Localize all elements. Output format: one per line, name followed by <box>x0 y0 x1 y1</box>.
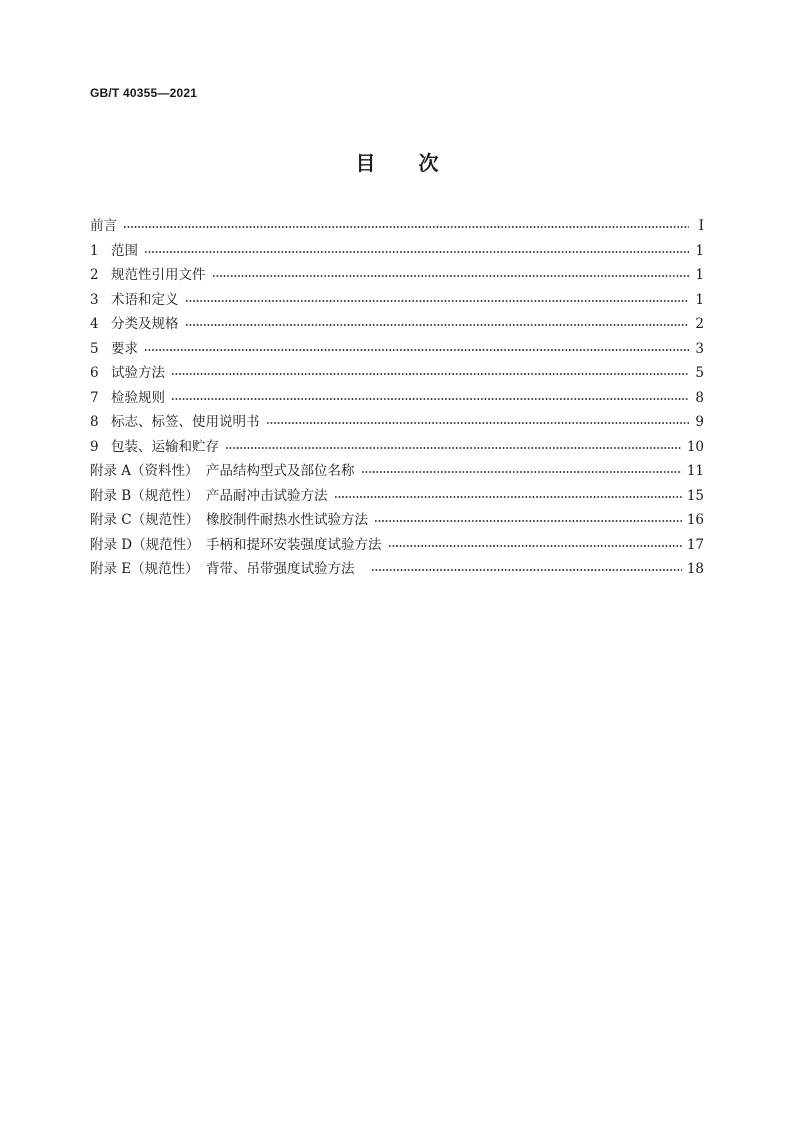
toc-row-appendix-e <box>90 557 704 582</box>
dot-leader <box>123 225 689 229</box>
toc-entry-title: 分类及规格 <box>111 316 179 332</box>
dot-leader <box>361 470 682 474</box>
toc-entry-number: 2 <box>90 267 99 283</box>
toc-entry-title: 前言 <box>90 218 117 234</box>
toc-entry-title: 包装、运输和贮存 <box>111 438 219 455</box>
toc-entry-title: 标志、标签、使用说明书 <box>111 414 260 430</box>
toc-page-number: 8 <box>695 389 704 406</box>
toc-entry-number: 9 <box>90 438 99 455</box>
toc-page-number: Ⅰ <box>698 218 704 234</box>
toc-entry-number: 6 <box>90 365 99 381</box>
toc-row-appendix-c <box>90 508 704 533</box>
dot-leader <box>374 519 682 523</box>
dot-leader <box>171 372 689 376</box>
toc-row-appendix-b <box>90 484 704 509</box>
toc-page-number: 10 <box>686 438 704 455</box>
toc-page-number: 15 <box>686 487 704 504</box>
dot-leader <box>212 274 690 278</box>
toc-row-5 <box>90 337 704 362</box>
dot-leader <box>144 348 689 352</box>
toc-page-number: 17 <box>686 536 704 553</box>
toc-entry-title: 手柄和提环安装强度试验方法 <box>206 536 382 553</box>
toc-page-number: 1 <box>695 291 704 308</box>
toc-row-2 <box>90 263 704 288</box>
toc-entry-title: 橡胶制件耐热水性试验方法 <box>206 512 368 528</box>
appendix-label: 附录 B（规范性） <box>90 487 199 504</box>
dot-leader <box>185 323 690 327</box>
toc-entry-title: 背带、吊带强度试验方法 <box>206 561 355 577</box>
toc-row-8 <box>90 410 704 435</box>
dot-leader <box>334 495 682 499</box>
toc-entry-title: 试验方法 <box>111 365 165 381</box>
appendix-label: 附录 D（规范性） <box>90 536 200 553</box>
toc-row-6 <box>90 361 704 386</box>
table-of-contents <box>90 214 704 582</box>
dot-leader <box>371 568 682 572</box>
page-title: 目 次 <box>355 151 457 175</box>
toc-entry-title: 规范性引用文件 <box>111 267 206 283</box>
toc-row-3 <box>90 288 704 313</box>
toc-entry-title: 检验规则 <box>111 389 165 406</box>
toc-entry-title: 范围 <box>111 242 138 259</box>
toc-row-9 <box>90 435 704 460</box>
toc-entry-number: 3 <box>90 291 99 308</box>
dot-leader <box>388 544 682 548</box>
toc-row-preface <box>90 214 704 239</box>
toc-row-appendix-d <box>90 533 704 558</box>
dot-leader <box>266 421 690 425</box>
appendix-label: 附录 C（规范性） <box>90 512 200 528</box>
toc-page-number: 3 <box>695 340 704 357</box>
dot-leader <box>171 397 689 401</box>
toc-row-appendix-a <box>90 459 704 484</box>
toc-entry-number: 7 <box>90 389 99 406</box>
toc-entry-number: 4 <box>90 316 99 332</box>
dot-leader <box>225 446 682 450</box>
toc-page-number: 1 <box>695 267 704 283</box>
toc-page-number: 2 <box>695 316 704 332</box>
standard-code: GB/T 40355—2021 <box>90 86 198 100</box>
toc-page-number: 5 <box>695 365 704 381</box>
toc-entry-title: 产品耐冲击试验方法 <box>206 487 328 504</box>
dot-leader <box>144 250 689 254</box>
dot-leader <box>185 299 690 303</box>
toc-page-number: 18 <box>686 561 704 577</box>
toc-entry-title: 产品结构型式及部位名称 <box>206 463 355 479</box>
toc-row-4 <box>90 312 704 337</box>
toc-row-7 <box>90 386 704 411</box>
toc-entry-number: 8 <box>90 414 99 430</box>
toc-entry-title: 术语和定义 <box>111 291 179 308</box>
appendix-label: 附录 E（规范性） <box>90 561 199 577</box>
toc-page-number: 16 <box>686 512 704 528</box>
appendix-label: 附录 A（资料性） <box>90 463 199 479</box>
toc-page-number: 11 <box>686 463 704 479</box>
toc-entry-number: 1 <box>90 242 99 259</box>
toc-row-1 <box>90 239 704 264</box>
toc-entry-number: 5 <box>90 340 99 357</box>
toc-page-number: 1 <box>695 242 704 259</box>
toc-entry-title: 要求 <box>111 340 138 357</box>
toc-page-number: 9 <box>695 414 704 430</box>
